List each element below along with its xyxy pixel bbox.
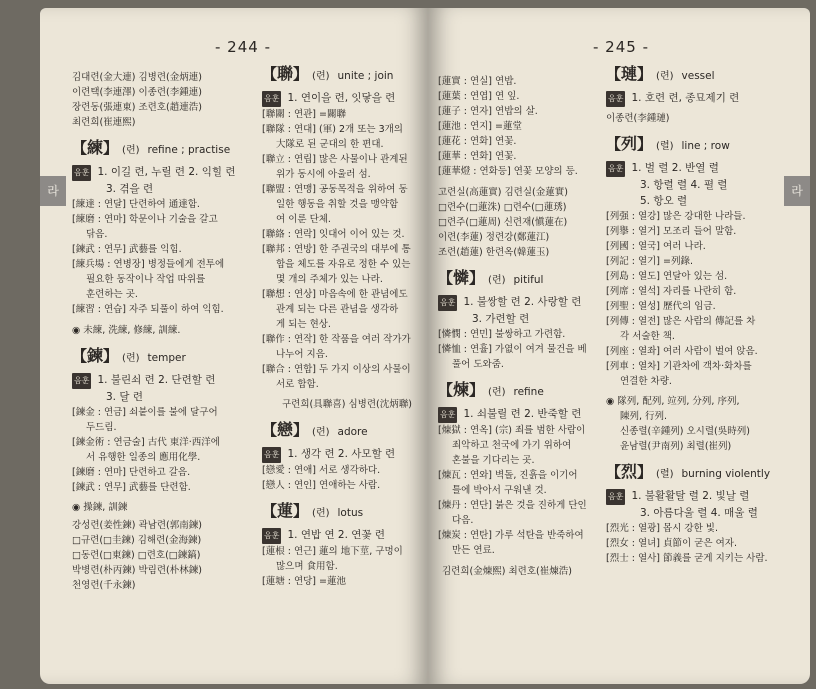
sound-meaning-tag: 음훈: [606, 91, 625, 107]
definition-line: [列擧 : 열거] 모조리 들어 말함.: [606, 226, 737, 237]
related-words: ◉ 隊列, 配列, 竝列, 分列, 序列,: [606, 396, 740, 407]
headword-entry: 【璉】 (련) vessel: [606, 64, 715, 83]
name-line: 고련실(高蓮實) 김련실(金蓮實): [438, 187, 568, 198]
name-line: 구련희(具聯喜) 심병련(沈炳聯): [282, 399, 412, 410]
definition-line: [鍊武 : 연무] 武藝를 익힘.: [72, 244, 182, 255]
definition-line: [鍊金 : 연금] 쇠붙이를 불에 달구어: [72, 407, 218, 418]
definition-line: [列席 : 열석] 자리를 나란히 함.: [606, 286, 737, 297]
definition-line: 죄악하고 천국에 가기 위하여: [452, 440, 572, 451]
headword-reading: (련): [122, 353, 140, 364]
headword-entry: 【練】 (련) refine ; practise: [72, 138, 231, 157]
definition-line: [烈女 : 열녀] 貞節이 굳은 여자.: [606, 538, 737, 549]
meaning-line: 3. 가련할 련: [472, 313, 530, 325]
headword-reading: (련): [312, 508, 330, 519]
headword-english: adore: [337, 426, 368, 438]
name-line: □련수(□蓮洙) □련수(□蓮琇): [438, 202, 567, 213]
headword-char: 烈: [621, 462, 638, 481]
sound-meaning-tag: 음훈: [606, 161, 625, 177]
meaning-line: 1. 벌 렬 2. 반열 렬: [631, 162, 719, 174]
definition-line: [列强 : 열강] 많은 강대한 나라들.: [606, 211, 746, 222]
definition-line: 서 유행한 일종의 應用化學.: [86, 452, 201, 463]
definition-line: [烈光 : 열광] 몹시 강한 빛.: [606, 523, 718, 534]
definition-line: [練習 : 연습] 자주 되풀이 하여 익힘.: [72, 304, 224, 315]
definition-line: [煉獄 : 연옥] (宗) 죄를 범한 사람이: [438, 425, 586, 436]
definition-line: [列國 : 열국] 여러 나라.: [606, 241, 706, 252]
headword-char: 蓮: [277, 501, 294, 520]
definition-line: [煉炭 : 연탄] 가루 석탄을 반죽하여: [438, 530, 584, 541]
definition-line: [聯絡 : 연락] 잇대어 이어 있는 것.: [262, 229, 405, 240]
definition-line: [聯盟 : 연맹] 공동목적을 위하여 동: [262, 184, 408, 195]
right-column-1: [438, 74, 603, 579]
definition-line: 위가 동시에 아울러 섬.: [276, 169, 371, 180]
definition-line: 일한 행동을 취할 것을 맹약함: [276, 199, 399, 210]
headword-english: lotus: [337, 507, 364, 519]
definition-line: [烈士 : 열사] 節義를 굳게 지키는 사람.: [606, 553, 768, 564]
definition-line: [列島 : 열도] 연달아 있는 섬.: [606, 271, 728, 282]
headword-english: refine: [513, 386, 544, 398]
definition-line: [鍊金術 : 연금술] 古代 東洋·西洋에: [72, 437, 220, 448]
definition-line: [蓮華燈 : 연화등] 연꽃 모양의 등.: [438, 166, 578, 177]
name-line: 김대련(金大連) 김병련(金炳連): [72, 72, 202, 83]
definition-line: [列車 : 열차] 기관차에 객차·화차를: [606, 361, 752, 372]
definition-line: [練兵場 : 연병장] 병정들에게 전투에: [72, 259, 225, 270]
definition-line: 관계 되는 다른 관념을 생각하: [276, 304, 399, 315]
definition-line: 닦음.: [86, 229, 108, 240]
definition-line: [蓮子 : 연자] 연밥의 살.: [438, 106, 538, 117]
headword-char: 煉: [453, 380, 470, 399]
headword-entry: 【憐】 (련) pitiful: [438, 268, 544, 287]
meaning-line: 3. 겪을 련: [106, 183, 154, 195]
related-words: 陳列, 行列.: [620, 411, 668, 422]
meaning-line: 3. 항렬 렬 4. 펼 렬: [640, 179, 728, 191]
meaning-line: 1. 연밥 연 2. 연꽃 련: [287, 529, 386, 541]
meaning-line: 1. 생각 련 2. 사모할 련: [287, 448, 396, 460]
index-tab: 라: [40, 176, 66, 206]
definition-line: 만든 연료.: [452, 545, 495, 556]
definition-line: [蓮花 : 연화] 연꽃.: [438, 136, 517, 147]
meaning-line: 1. 불쌍할 련 2. 사랑할 련: [463, 296, 582, 308]
meaning-line: 5. 항오 렬: [640, 195, 688, 207]
definition-line: [憐憫 : 연민] 불쌍하고 가련함.: [438, 329, 566, 340]
headword-char: 聯: [277, 64, 294, 83]
sound-meaning-tag: 음훈: [262, 528, 281, 544]
open-dictionary-book: [40, 8, 810, 684]
name-line: 이종련(李鍾璉): [606, 113, 670, 124]
definition-line: 두드림.: [86, 422, 117, 433]
page-number: - 245 -: [593, 38, 649, 56]
definition-line: 나누어 지음.: [276, 349, 328, 360]
definition-line: [聯邦 : 연방] 한 주권국의 대부에 통: [262, 244, 411, 255]
headword-reading: (련): [656, 71, 674, 82]
headword-reading: (렬): [656, 141, 674, 152]
name-line: 최련희(崔連熙): [72, 117, 136, 128]
name-line: 조련(趙蓮) 한련옥(韓蓮玉): [438, 247, 550, 258]
name-line: 강성련(姜性鍊) 곽남련(郭南鍊): [72, 520, 202, 531]
meaning-line: 3. 달 련: [106, 391, 143, 403]
definition-line: 서로 합함.: [276, 379, 319, 390]
headword-reading: (련): [312, 71, 330, 82]
index-tab: 라: [784, 176, 810, 206]
headword-reading: (련): [122, 145, 140, 156]
left-column-2: [262, 64, 422, 589]
headword-english: unite ; join: [337, 70, 394, 82]
definition-line: [聯關 : 연관] =關聯: [262, 109, 346, 120]
headword-char: 列: [621, 134, 638, 153]
definition-line: [聯立 : 연립] 많은 사물이나 관계된: [262, 154, 408, 165]
definition-line: [蓮華 : 연화] 연꽃.: [438, 151, 517, 162]
headword-english: line ; row: [681, 140, 730, 152]
definition-line: [煉瓦 : 연와] 벽돌, 진흙을 이기어: [438, 470, 578, 481]
definition-line: 필요한 동작이나 작업 따위를: [86, 274, 206, 285]
definition-line: [聯隊 : 연대] (軍) 2개 또는 3개의: [262, 124, 403, 135]
definition-line: 많으며 食用함.: [276, 561, 338, 572]
headword-entry: 【烈】 (렬) burning violently: [606, 462, 771, 481]
definition-line: 연결한 차량.: [620, 376, 672, 387]
definition-line: [蓮塘 : 연당] =蓮池: [262, 576, 346, 587]
sound-meaning-tag: 음훈: [438, 295, 457, 311]
headword-entry: 【煉】 (련) refine: [438, 380, 544, 399]
name-line: 김련희(金煉熙) 최련호(崔煉浩): [442, 566, 572, 577]
definition-line: [聯作 : 연작] 한 작품을 여러 작가가: [262, 334, 411, 345]
definition-line: 게 되는 현상.: [276, 319, 331, 330]
headword-english: refine ; practise: [147, 144, 231, 156]
related-words: ◉ 操鍊, 訓鍊: [72, 502, 128, 513]
definition-line: [列傳 : 열전] 많은 사람의 傳記를 차: [606, 316, 756, 327]
name-line: 윤남렬(尹南列) 최렬(崔列): [620, 441, 732, 452]
meaning-line: 1. 쇠불릴 련 2. 반죽할 련: [463, 408, 582, 420]
definition-line: [戀愛 : 연애] 서로 생각하다.: [262, 465, 381, 476]
name-line: □동련(□東鍊) □련호(□鍊鎬): [72, 550, 201, 561]
definition-line: 혼불을 기다리는 곳.: [452, 455, 535, 466]
headword-reading: (렬): [656, 469, 674, 480]
meaning-line: 1. 호련 련, 종묘제기 련: [631, 92, 740, 104]
headword-char: 鍊: [87, 346, 104, 365]
sound-meaning-tag: 음훈: [72, 373, 91, 389]
right-column-2: [606, 64, 788, 566]
headword-char: 憐: [453, 268, 470, 287]
headword-reading: (련): [488, 387, 506, 398]
headword-english: pitiful: [513, 274, 544, 286]
right-page: [428, 8, 810, 684]
headword-char: 璉: [621, 64, 638, 83]
definition-line: [蓮根 : 연근] 蓮의 地下莖, 구멍이: [262, 546, 403, 557]
definition-line: [蓮實 : 연실] 연밥.: [438, 76, 517, 87]
definition-line: [憐恤 : 연휼] 가엾이 여겨 물건을 베: [438, 344, 587, 355]
definition-line: 다음.: [452, 515, 474, 526]
name-line: 신종렬(辛鍾列) 오시렬(吳時列): [620, 426, 750, 437]
definition-line: 몇 개의 주체가 있는 나라.: [276, 274, 383, 285]
name-line: □규련(□圭鍊) 김해련(金海鍊): [72, 535, 202, 546]
definition-line: [鍊磨 : 연마] 단련하고 갈음.: [72, 467, 191, 478]
name-line: 박병련(朴丙鍊) 박림련(朴林鍊): [72, 565, 202, 576]
meaning-line: 1. 불활활탈 렬 2. 빛날 렬: [631, 490, 750, 502]
definition-line: [練磨 : 연마] 학문이나 기술을 갈고: [72, 214, 218, 225]
definition-line: [聯想 : 연상] 마음속에 한 관념에도: [262, 289, 408, 300]
headword-entry: 【蓮】 (련) lotus: [262, 501, 364, 520]
headword-entry: 【列】 (렬) line ; row: [606, 134, 730, 153]
headword-entry: 【聯】 (련) unite ; join: [262, 64, 394, 83]
definition-line: [聯合 : 연합] 두 가지 이상의 사물이: [262, 364, 411, 375]
meaning-line: 1. 이길 련, 누릴 련 2. 익힐 련: [97, 166, 236, 178]
definition-line: [戀人 : 연인] 연애하는 사람.: [262, 480, 381, 491]
definition-line: [蓮池 : 연지] =蓮堂: [438, 121, 522, 132]
definition-line: 훈련하는 곳.: [86, 289, 138, 300]
meaning-line: 1. 연이을 련, 잇닿을 련: [287, 92, 396, 104]
definition-line: [列座 : 열좌] 여러 사람이 벌여 앉음.: [606, 346, 758, 357]
related-words: ◉ 未練, 洗練, 修練, 訓練.: [72, 325, 181, 336]
headword-english: vessel: [681, 70, 715, 82]
definition-line: [煉丹 : 연단] 붉은 것을 진하게 단인: [438, 500, 587, 511]
name-line: 이련택(李連澤) 이종련(李鍾連): [72, 87, 202, 98]
name-line: 장련동(張連東) 조련호(趙連浩): [72, 102, 202, 113]
definition-line: 大隊로 된 군대의 한 편대.: [276, 139, 384, 150]
headword-reading: (련): [488, 275, 506, 286]
name-line: 천영련(千永鍊): [72, 580, 136, 591]
page-number: - 244 -: [215, 38, 271, 56]
definition-line: 여 이룬 단체.: [276, 214, 331, 225]
meaning-line: 1. 불린쇠 련 2. 단련할 련: [97, 374, 216, 386]
definition-line: [鍊武 : 연무] 武藝를 단련함.: [72, 482, 191, 493]
headword-reading: (련): [312, 427, 330, 438]
headword-char: 練: [87, 138, 104, 157]
meaning-line: 3. 아름다울 렬 4. 매울 렬: [640, 507, 758, 519]
definition-line: 각 서술한 책.: [620, 331, 675, 342]
sound-meaning-tag: 음훈: [262, 91, 281, 107]
definition-line: 합을 체도를 자유로 정한 수 있는: [276, 259, 411, 270]
headword-char: 戀: [277, 420, 294, 439]
left-page: [40, 8, 428, 684]
sound-meaning-tag: 음훈: [262, 447, 281, 463]
definition-line: [練達 : 연달] 단련하여 通達함.: [72, 199, 200, 210]
definition-line: [列記 : 열기] =列錄.: [606, 256, 694, 267]
sound-meaning-tag: 음훈: [72, 165, 91, 181]
sound-meaning-tag: 음훈: [438, 407, 457, 423]
definition-line: [列聖 : 열성] 歷代의 임금.: [606, 301, 716, 312]
headword-entry: 【戀】 (련) adore: [262, 420, 368, 439]
definition-line: [蓮葉 : 연엽] 연 잎.: [438, 91, 520, 102]
headword-english: temper: [147, 352, 186, 364]
headword-entry: 【鍊】 (련) temper: [72, 346, 186, 365]
name-line: □련주(□蓮周) 신련재(愼蓮在): [438, 217, 568, 228]
name-line: 이련(李蓮) 정련강(鄭蓮江): [438, 232, 550, 243]
definition-line: 풀어 도와줌.: [452, 359, 504, 370]
definition-line: 틀에 박아서 구워낸 것.: [452, 485, 547, 496]
headword-english: burning violently: [681, 468, 771, 480]
left-column-1: [72, 70, 267, 593]
sound-meaning-tag: 음훈: [606, 489, 625, 505]
